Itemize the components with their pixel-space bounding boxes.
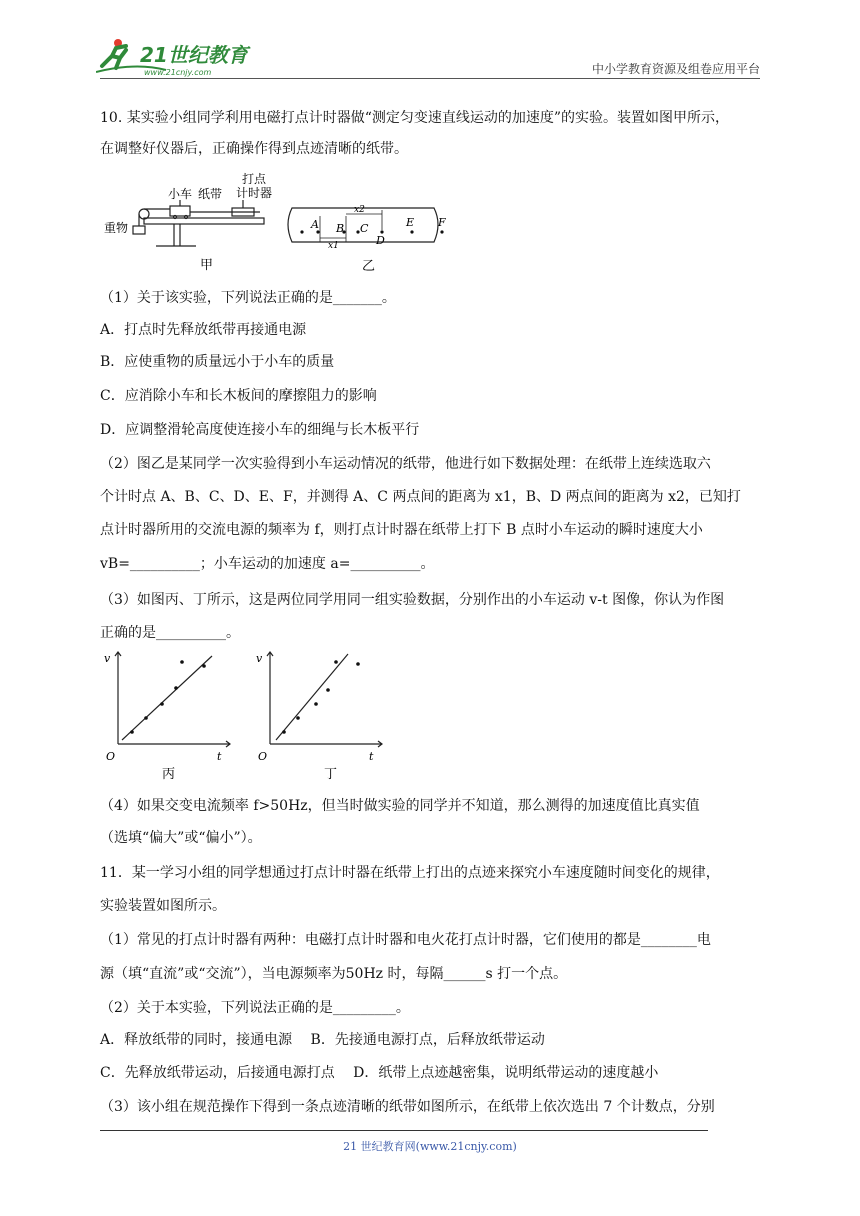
caption-ding: 丁 [324,767,338,782]
footer-divider [100,1130,708,1131]
cart [170,206,190,216]
q11-options-ab: A．释放纸带的同时，接通电源 B．先接通电源打点，后释放纸带运动 [100,1032,545,1048]
tape-dot-f [440,230,443,233]
cart-wheel [174,216,177,219]
q11-stem-line2: 实验装置如图所示。 [100,898,226,914]
pt-label-d: D [376,234,385,247]
q11-part1-line1: （1）常见的打点计时器有两种：电磁打点计时器和电火花打点计时器，它们使用的都是________电 [100,932,711,948]
vt-graph-ding [252,648,392,784]
pt-label-b: B [336,222,345,235]
bing-point [130,730,134,734]
bing-point [202,664,206,668]
q10-part4-line1: （4）如果交变电流频率 f>50Hz，但当时做实验的同学并不知道，那么测得的加速度值比真实值 [100,798,700,814]
label-timer-2: 计时器 [236,186,273,200]
site-logo [96,36,256,80]
bing-origin: O [106,750,116,763]
long-board [144,218,264,224]
q10-part2-line2: 个计时点 A、B、C、D、E、F，并测得 A、C 两点间的距离为 x1，B、D 两点间的距离为 x2，已知打 [100,489,741,505]
q11-stem-line1: 11．某一学习小组的同学想通过打点计时器在纸带上打出的点迹来探究小车速度随时间变化的规律， [100,865,720,881]
ding-ylabel: v [256,652,263,665]
ding-point [326,688,330,692]
q10-stem-line2: 在调整好仪器后，正确操作得到点迹清晰的纸带。 [100,141,408,157]
bing-point [144,716,148,720]
q10-part4-line2: （选填“偏大”或“偏小”）。 [100,830,262,846]
q11-part1-line2: 源（填“直流”或“交流”），当电源频率为50Hz 时，每隔______s 打一个点。 [100,966,568,982]
q11-part3-line1: （3）该小组在规范操作下得到一条点迹清晰的纸带如图所示，在纸带上依次选出 7 个计数点，分别 [100,1099,715,1115]
pt-label-e: E [406,216,415,229]
label-cart: 小车 [168,187,193,201]
pt-label-a: A [311,218,319,231]
q11-options-cd: C．先释放纸带运动，后接通电源打点 D．纸带上点迹越密集，说明纸带运动的速度越小 [100,1065,659,1081]
label-tape: 纸带 [198,187,223,201]
q10-part2-line4: vB=__________；小车运动的加速度 a=__________。 [100,556,435,572]
footer-text: 21 世纪教育网(www.21cnjy.com) [343,1140,517,1153]
q10-part2-line1: （2）图乙是某同学一次实验得到小车运动情况的纸带，他进行如下数据处理：在纸带上连续选取六 [100,456,711,472]
ding-origin: O [258,750,268,763]
weight-block [133,226,145,234]
label-timer-1: 打点 [242,172,267,186]
caption-yi: 乙 [362,259,376,274]
bing-fit-line [122,656,212,740]
cart-wheel [185,216,188,219]
bing-point [180,660,184,664]
logo-sub-text: www.21cnjy.com [144,68,212,77]
ding-point [296,716,300,720]
logo-graphic [96,36,256,80]
q10-option-c: C．应消除小车和长木板间的摩擦阻力的影响 [100,388,377,404]
bing-point [160,702,164,706]
header-divider [100,78,760,79]
q10-part3-line2: 正确的是__________。 [100,625,240,641]
vt-graph-bing [100,648,240,784]
ding-xlabel: t [369,750,374,763]
q11-part2: （2）关于本实验，下列说法正确的是_________。 [100,1000,410,1016]
q10-part3-line1: （3）如图丙、丁所示，这是两位同学用同一组实验数据，分别作出的小车运动 v-t 图像，你认为作图 [100,592,725,608]
logo-main-text: 21世纪教育 [140,43,248,67]
bing-ylabel: v [104,652,111,665]
tape-figure [284,196,446,274]
pt-label-c: C [360,222,369,235]
q10-part2-line3: 点计时器所用的交流电源的频率为 f，则打点计时器在纸带上打下 B 点时小车运动的瞬时速度大小 [100,522,703,538]
x2-label: x2 [354,205,365,215]
bing-xlabel: t [217,750,222,763]
label-weight: 重物 [104,221,129,235]
x1-label: x1 [328,241,339,251]
ding-fit-line [276,654,348,740]
ding-point [356,662,360,666]
header-site-label: 中小学教育资源及组卷应用平台 [591,62,760,76]
ding-point [334,660,338,664]
caption-jia: 甲 [200,258,214,272]
ding-point [282,730,286,734]
tape-dot [300,230,303,233]
q10-option-a: A．打点时先释放纸带再接通电源 [100,322,307,338]
logo-runner-body [102,46,126,68]
ding-point [314,702,318,706]
tape-dot-e [410,230,413,233]
q10-part1: （1）关于该实验，下列说法正确的是_______。 [100,290,396,306]
bing-point [174,686,178,690]
q10-option-b: B．应使重物的质量远小于小车的质量 [100,354,335,370]
q10-option-d: D．应调整滑轮高度使连接小车的细绳与长木板平行 [100,422,420,438]
pt-label-f: F [438,216,446,229]
apparatus-figure [100,170,280,272]
q10-stem-line1: 10. 某实验小组同学利用电磁打点计时器做“测定匀变速直线运动的加速度”的实验。装置如图甲所示， [100,110,730,126]
caption-bing: 丙 [162,767,176,782]
